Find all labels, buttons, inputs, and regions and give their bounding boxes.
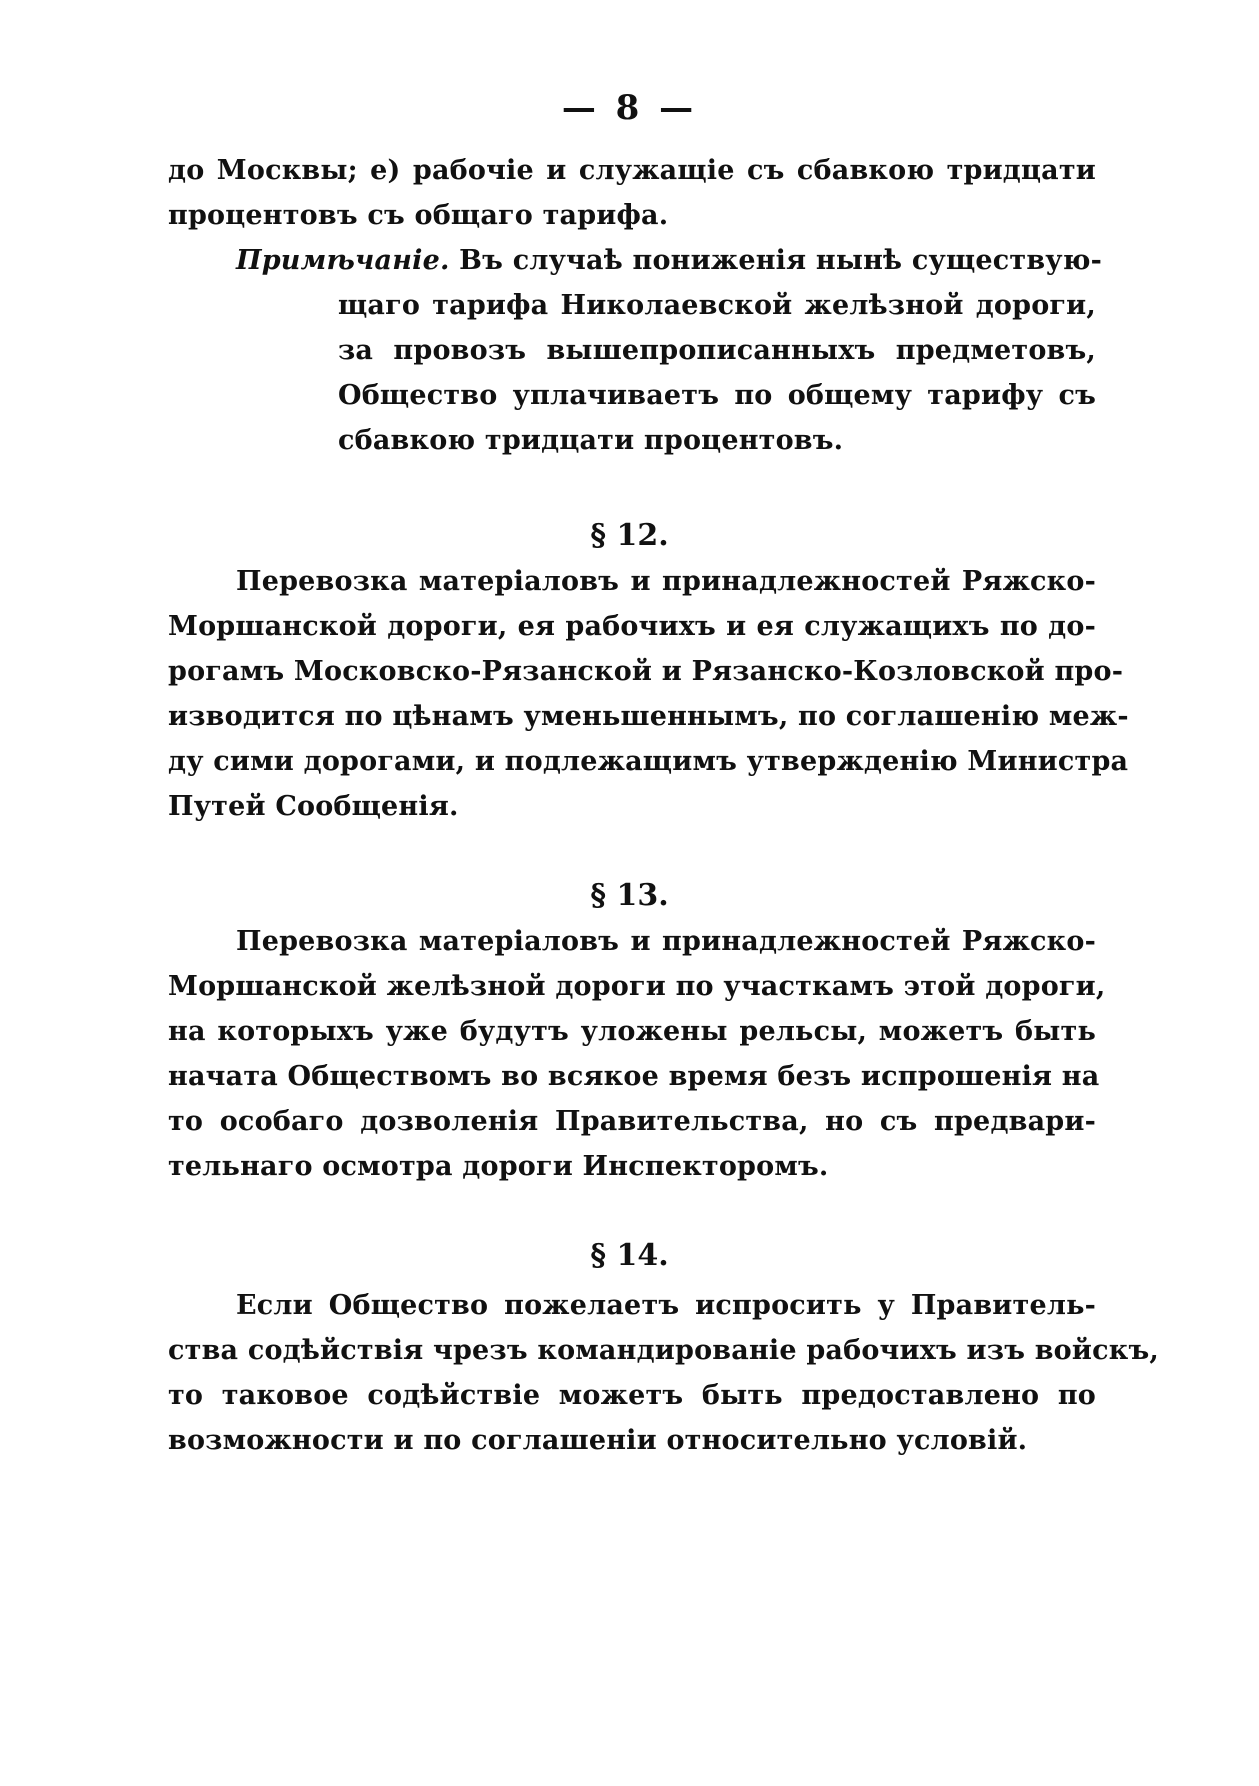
note-line: щаго тарифа Николаевской желѣзной дороги, <box>338 290 1096 321</box>
section-12-line: Моршанской дороги, ея рабочихъ и ея служащихъ по до- <box>168 611 1096 642</box>
section-14-line: то таковое содѣйствіе можетъ быть предоставлено по <box>168 1380 1096 1411</box>
section-14-line: Если Общество пожелаетъ испросить у Правитель- <box>236 1290 1096 1321</box>
intro-line: процентовъ съ общаго тарифа. <box>168 200 669 231</box>
section-12-line: Перевозка матеріаловъ и принадлежностей Ряжско- <box>236 566 1096 597</box>
section-14-line: ства содѣйствія чрезъ командированіе рабочихъ изъ войскъ, <box>168 1335 1159 1366</box>
section-12-line: Путей Сообщенія. <box>168 791 459 822</box>
section-13-line: на которыхъ уже будутъ уложены рельсы, можетъ быть <box>168 1016 1096 1047</box>
intro-line: до Москвы; е) рабочіе и служащіе съ сбавкою тридцати <box>168 155 1096 186</box>
section-12-line: изводится по цѣнамъ уменьшеннымъ, по соглашенію меж- <box>168 701 1129 732</box>
section-13-line: то особаго дозволенія Правительства, но съ предвари- <box>168 1106 1096 1137</box>
section-13-line: тельнаго осмотра дороги Инспекторомъ. <box>168 1151 829 1182</box>
note-line: за провозъ вышепрописанныхъ предметовъ, <box>338 335 1096 366</box>
page-number: — 8 — <box>561 88 698 128</box>
section-13-line: Перевозка матеріаловъ и принадлежностей Ряжско- <box>236 926 1096 957</box>
note-line: Общество уплачиваетъ по общему тарифу съ <box>338 380 1096 411</box>
section-12-line: рогамъ Московско-Рязанской и Рязанско-Козловской про- <box>168 656 1124 687</box>
section-13-line: Моршанской желѣзной дороги по участкамъ этой дороги, <box>168 971 1106 1002</box>
note-first-line <box>236 245 1103 276</box>
note-label: Примѣчаніе. <box>236 245 450 276</box>
note-first-line-text: Въ случаѣ пониженія нынѣ существую- <box>459 245 1103 276</box>
section-heading-13: § 13. <box>590 878 669 913</box>
section-heading-14: § 14. <box>590 1238 669 1273</box>
section-12-line: ду сими дорогами, и подлежащимъ утвержденію Министра <box>168 746 1129 777</box>
section-14-line: возможности и по соглашеніи относительно условій. <box>168 1425 1028 1456</box>
section-13-line: начата Обществомъ во всякое время безъ испрошенія на <box>168 1061 1100 1092</box>
note-line: сбавкою тридцати процентовъ. <box>338 425 844 456</box>
section-heading-12: § 12. <box>590 518 669 553</box>
